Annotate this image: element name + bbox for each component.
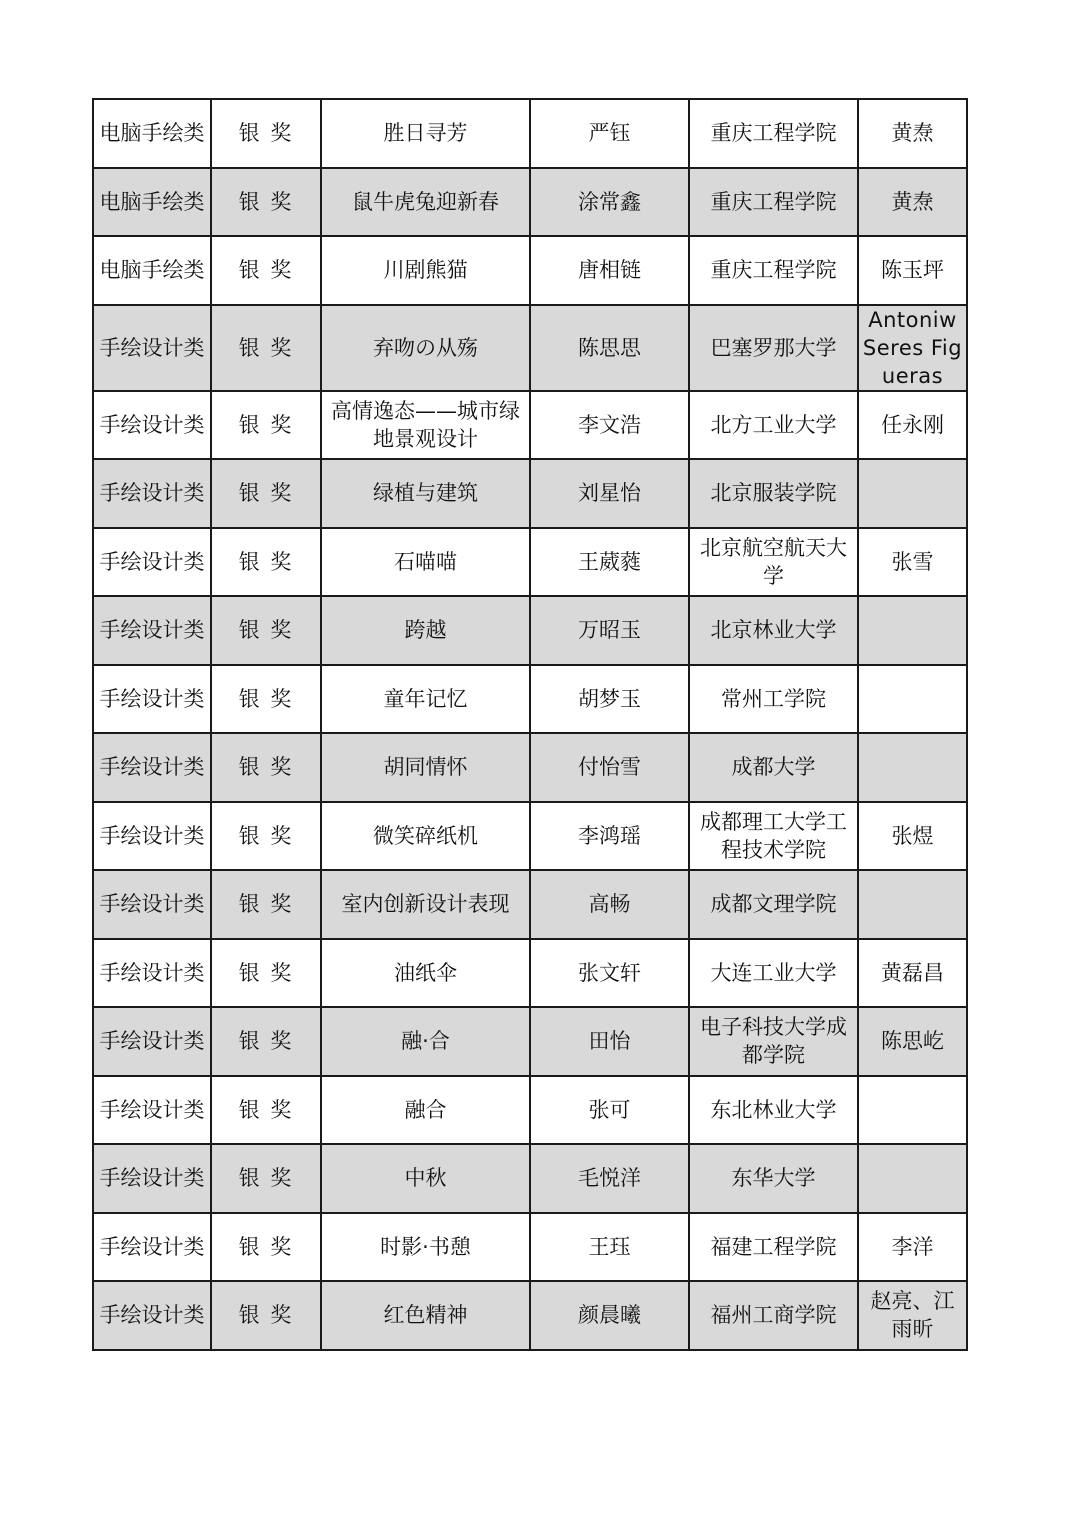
award-cell: 银 奖 <box>211 802 321 871</box>
award-cell: 银 奖 <box>211 528 321 597</box>
advisor-cell <box>858 733 967 802</box>
advisor-cell: 陈玉坪 <box>858 236 967 305</box>
work-title-cell: 室内创新设计表现 <box>321 870 530 939</box>
work-title-cell: 高情逸态——城市绿地景观设计 <box>321 391 530 460</box>
school-cell: 成都大学 <box>689 733 858 802</box>
advisor-cell: 黄磊昌 <box>858 939 967 1008</box>
student-cell: 田怡 <box>530 1007 689 1076</box>
award-cell: 银 奖 <box>211 596 321 665</box>
work-title-cell: 油纸伞 <box>321 939 530 1008</box>
school-cell: 常州工学院 <box>689 665 858 734</box>
student-cell: 胡梦玉 <box>530 665 689 734</box>
advisor-cell: 黄焘 <box>858 99 967 168</box>
table-row <box>93 596 967 665</box>
award-cell: 银 奖 <box>211 1076 321 1145</box>
award-cell: 银 奖 <box>211 1281 321 1350</box>
table-row <box>93 870 967 939</box>
work-title-cell: 中秋 <box>321 1144 530 1213</box>
award-cell: 银 奖 <box>211 1213 321 1282</box>
work-title-cell: 弃吻の从殇 <box>321 305 530 391</box>
award-cell: 银 奖 <box>211 391 321 460</box>
student-cell: 王珏 <box>530 1213 689 1282</box>
student-cell: 张可 <box>530 1076 689 1145</box>
school-cell: 北京航空航天大学 <box>689 528 858 597</box>
category-cell: 手绘设计类 <box>93 305 211 391</box>
advisor-cell <box>858 596 967 665</box>
advisor-cell <box>858 1144 967 1213</box>
award-cell: 银 奖 <box>211 99 321 168</box>
student-cell: 王葳蕤 <box>530 528 689 597</box>
advisor-cell: Antoniw Seres Figueras <box>858 305 967 391</box>
table-row <box>93 1281 967 1350</box>
advisor-cell: 张煜 <box>858 802 967 871</box>
table-row <box>93 1213 967 1282</box>
work-title-cell: 微笑碎纸机 <box>321 802 530 871</box>
work-title-cell: 时影·书憩 <box>321 1213 530 1282</box>
award-cell: 银 奖 <box>211 1144 321 1213</box>
school-cell: 重庆工程学院 <box>689 99 858 168</box>
advisor-cell: 任永刚 <box>858 391 967 460</box>
school-cell: 北京服装学院 <box>689 459 858 528</box>
category-cell: 手绘设计类 <box>93 939 211 1008</box>
category-cell: 手绘设计类 <box>93 870 211 939</box>
advisor-cell: 陈思屹 <box>858 1007 967 1076</box>
student-cell: 张文轩 <box>530 939 689 1008</box>
advisor-cell <box>858 459 967 528</box>
school-cell: 电子科技大学成都学院 <box>689 1007 858 1076</box>
work-title-cell: 融合 <box>321 1076 530 1145</box>
work-title-cell: 跨越 <box>321 596 530 665</box>
student-cell: 陈思思 <box>530 305 689 391</box>
category-cell: 电脑手绘类 <box>93 168 211 237</box>
work-title-cell: 红色精神 <box>321 1281 530 1350</box>
advisor-cell <box>858 665 967 734</box>
student-cell: 付怡雪 <box>530 733 689 802</box>
category-cell: 手绘设计类 <box>93 1007 211 1076</box>
student-cell: 刘星怡 <box>530 459 689 528</box>
award-cell: 银 奖 <box>211 939 321 1008</box>
award-cell: 银 奖 <box>211 459 321 528</box>
table-row <box>93 1144 967 1213</box>
award-cell: 银 奖 <box>211 870 321 939</box>
school-cell: 东北林业大学 <box>689 1076 858 1145</box>
table-row <box>93 1076 967 1145</box>
awards-table-body <box>93 99 967 1350</box>
table-row <box>93 459 967 528</box>
table-row <box>93 305 967 391</box>
student-cell: 严钰 <box>530 99 689 168</box>
work-title-cell: 川剧熊猫 <box>321 236 530 305</box>
award-cell: 银 奖 <box>211 236 321 305</box>
student-cell: 李鸿瑶 <box>530 802 689 871</box>
student-cell: 高畅 <box>530 870 689 939</box>
work-title-cell: 融·合 <box>321 1007 530 1076</box>
table-row <box>93 802 967 871</box>
category-cell: 手绘设计类 <box>93 1076 211 1145</box>
category-cell: 手绘设计类 <box>93 733 211 802</box>
advisor-cell <box>858 1076 967 1145</box>
category-cell: 电脑手绘类 <box>93 236 211 305</box>
school-cell: 成都文理学院 <box>689 870 858 939</box>
advisor-cell: 张雪 <box>858 528 967 597</box>
category-cell: 手绘设计类 <box>93 1144 211 1213</box>
student-cell: 颜晨曦 <box>530 1281 689 1350</box>
advisor-cell <box>858 870 967 939</box>
work-title-cell: 鼠牛虎兔迎新春 <box>321 168 530 237</box>
school-cell: 成都理工大学工程技术学院 <box>689 802 858 871</box>
advisor-cell: 赵亮、江雨昕 <box>858 1281 967 1350</box>
award-cell: 银 奖 <box>211 168 321 237</box>
work-title-cell: 胡同情怀 <box>321 733 530 802</box>
category-cell: 电脑手绘类 <box>93 99 211 168</box>
table-row <box>93 528 967 597</box>
school-cell: 北京林业大学 <box>689 596 858 665</box>
student-cell: 唐相链 <box>530 236 689 305</box>
work-title-cell: 童年记忆 <box>321 665 530 734</box>
award-cell: 银 奖 <box>211 305 321 391</box>
school-cell: 北方工业大学 <box>689 391 858 460</box>
school-cell: 福建工程学院 <box>689 1213 858 1282</box>
work-title-cell: 胜日寻芳 <box>321 99 530 168</box>
award-cell: 银 奖 <box>211 1007 321 1076</box>
category-cell: 手绘设计类 <box>93 1281 211 1350</box>
student-cell: 毛悦洋 <box>530 1144 689 1213</box>
advisor-cell: 黄焘 <box>858 168 967 237</box>
school-cell: 福州工商学院 <box>689 1281 858 1350</box>
school-cell: 重庆工程学院 <box>689 168 858 237</box>
table-row <box>93 168 967 237</box>
category-cell: 手绘设计类 <box>93 596 211 665</box>
category-cell: 手绘设计类 <box>93 802 211 871</box>
category-cell: 手绘设计类 <box>93 1213 211 1282</box>
student-cell: 李文浩 <box>530 391 689 460</box>
award-cell: 银 奖 <box>211 665 321 734</box>
awards-table <box>92 98 968 1351</box>
award-cell: 银 奖 <box>211 733 321 802</box>
work-title-cell: 石喵喵 <box>321 528 530 597</box>
school-cell: 大连工业大学 <box>689 939 858 1008</box>
school-cell: 东华大学 <box>689 1144 858 1213</box>
table-row <box>93 236 967 305</box>
school-cell: 巴塞罗那大学 <box>689 305 858 391</box>
category-cell: 手绘设计类 <box>93 391 211 460</box>
student-cell: 万昭玉 <box>530 596 689 665</box>
table-row <box>93 1007 967 1076</box>
student-cell: 涂常鑫 <box>530 168 689 237</box>
category-cell: 手绘设计类 <box>93 459 211 528</box>
category-cell: 手绘设计类 <box>93 528 211 597</box>
table-row <box>93 939 967 1008</box>
table-row <box>93 665 967 734</box>
table-row <box>93 99 967 168</box>
work-title-cell: 绿植与建筑 <box>321 459 530 528</box>
school-cell: 重庆工程学院 <box>689 236 858 305</box>
table-row <box>93 733 967 802</box>
advisor-cell: 李洋 <box>858 1213 967 1282</box>
table-row <box>93 391 967 460</box>
category-cell: 手绘设计类 <box>93 665 211 734</box>
